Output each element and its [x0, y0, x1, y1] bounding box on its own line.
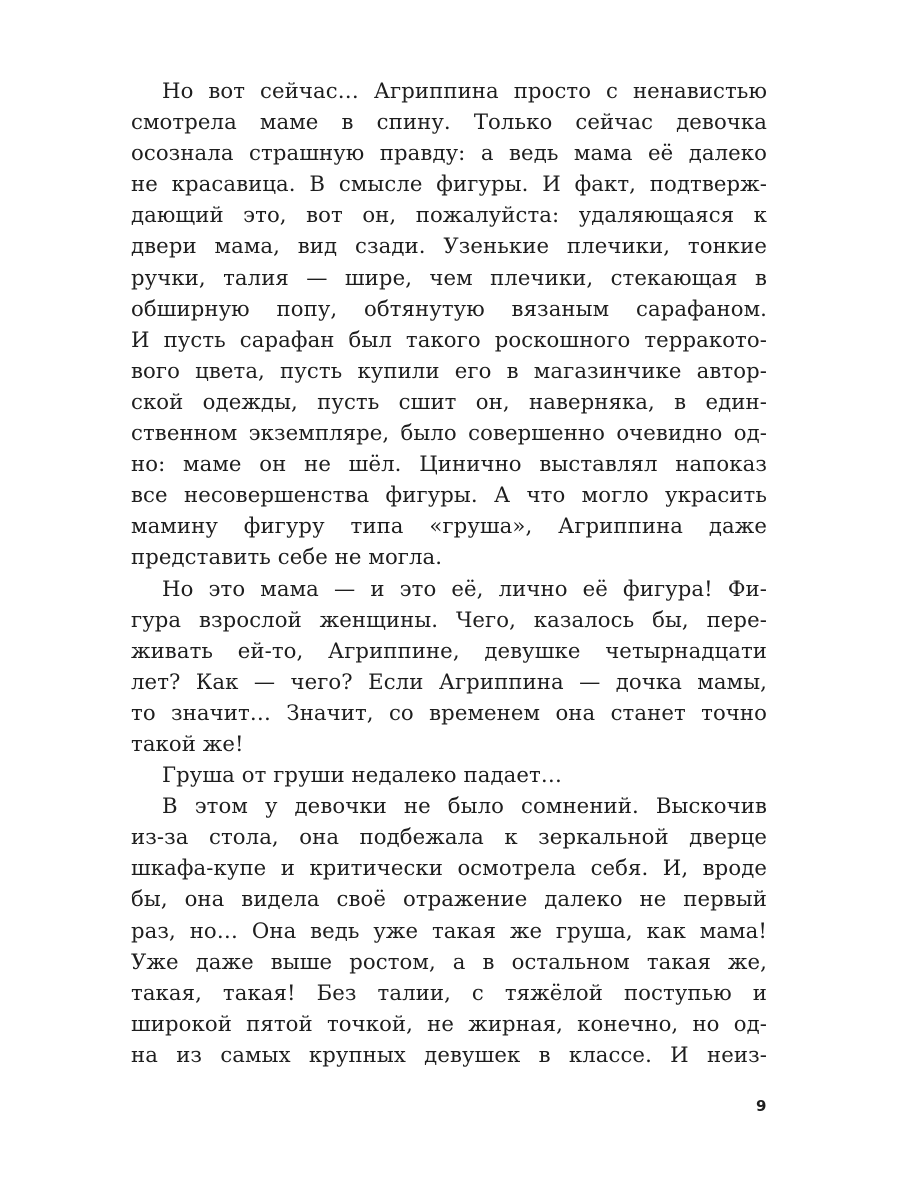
text-line: ской одежды, пусть сшит он, наверняка, в един- [131, 388, 767, 414]
book-page-text [131, 75, 767, 1070]
text-line: такой же! [131, 730, 244, 756]
text-line: все несовершенства фигуры. А что могло украсить [131, 482, 767, 508]
page-number: 9 [756, 1097, 767, 1115]
text-line: осознала страшную правду: а ведь мама её далеко [131, 140, 767, 166]
text-line: но: маме он не шёл. Цинично выставлял напоказ [131, 451, 767, 477]
text-line: И пусть сарафан был такого роскошного терракото- [131, 326, 767, 352]
text-line: шкафа-купе и критически осмотрела себя. И, вроде [131, 855, 767, 881]
text-line: дающий это, вот он, пожалуйста: удаляющаяся к [131, 202, 767, 228]
text-line: обширную попу, обтянутую вязаным сарафаном. [131, 295, 767, 321]
text-line: смотрела маме в спину. Только сейчас девочка [131, 109, 767, 135]
text-line: Уже даже выше ростом, а в остальном такая же, [131, 948, 767, 974]
text-line: мамину фигуру типа «груша», Агриппина даже [131, 513, 767, 539]
text-line: широкой пятой точкой, не жирная, конечно, но од- [131, 1010, 767, 1036]
text-line: бы, она видела своё отражение далеко не первый [131, 886, 767, 912]
text-line: представить себе не могла. [131, 544, 443, 570]
paragraph [131, 759, 767, 790]
text-line: не красавица. В смысле фигуры. И факт, подтверж- [131, 171, 767, 197]
paragraph [131, 790, 767, 1070]
text-line: Но вот сейчас… Агриппина просто с ненавистью [162, 78, 767, 103]
text-line: раз, но… Она ведь уже такая же груша, как мама! [131, 917, 767, 943]
text-line: на из самых крупных девушек в классе. И неиз- [131, 1041, 767, 1067]
paragraph [131, 75, 767, 573]
text-line: живать ей-то, Агриппине, девушке четырнадцати [131, 637, 767, 663]
text-line: Груша от груши недалеко падает… [162, 762, 563, 788]
text-line: из-за стола, она подбежала к зеркальной дверце [131, 824, 767, 850]
text-line: гура взрослой женщины. Чего, казалось бы, пере- [131, 606, 767, 632]
text-line: В этом у девочки не было сомнений. Выскочив [162, 793, 767, 819]
text-line: такая, такая! Без талии, с тяжёлой поступью и [131, 979, 767, 1005]
text-line: двери мама, вид сзади. Узенькие плечики, тонкие [131, 233, 767, 259]
text-line: Но это мама — и это её, лично её фигура! Фи- [162, 575, 767, 601]
text-line: ственном экземпляре, было совершенно очевидно од- [131, 420, 767, 446]
text-line: вого цвета, пусть купили его в магазинчике автор- [131, 357, 767, 383]
paragraph [131, 573, 767, 760]
text-line: лет? Как — чего? Если Агриппина — дочка мамы, [131, 668, 767, 694]
text-line: то значит… Значит, со временем она станет точно [131, 699, 767, 725]
text-line: ручки, талия — шире, чем плечики, стекающая в [131, 264, 767, 290]
